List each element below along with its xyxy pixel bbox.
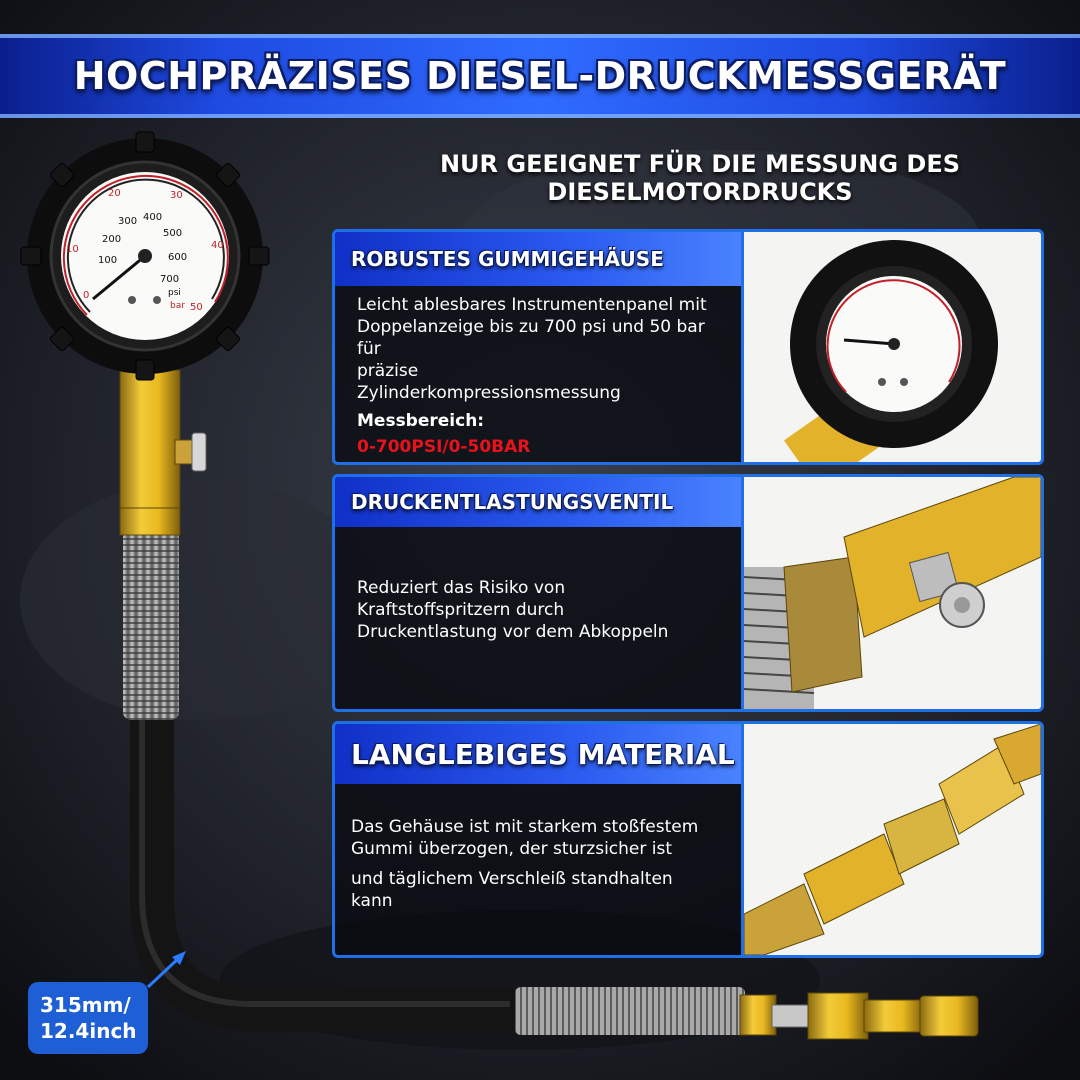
feature-heading-bar [335, 477, 745, 527]
gauge-psi-unit: psi [168, 288, 181, 298]
gauge-psi-tick: 400 [143, 212, 163, 223]
feature-image-valve [741, 477, 1041, 709]
feature-description [357, 294, 737, 458]
feature-heading: ROBUSTES GUMMIGEHÄUSE [351, 247, 664, 271]
hose-length-inch: 12.4inch [40, 1019, 137, 1043]
feature-line: Zylinderkompressionsmessung [357, 383, 621, 403]
feature-line: Kraftstoffspritzern durch [357, 600, 565, 620]
hose-length-mm: 315mm/ [40, 993, 131, 1017]
gauge-bar-tick: 30 [170, 190, 183, 201]
feature-heading-bar [335, 724, 745, 784]
gauge-closeup-illustration [744, 232, 1041, 462]
feature-description [351, 816, 731, 912]
feature-heading-bar [335, 232, 745, 286]
feature-image-coupler [741, 724, 1041, 955]
measurement-arrow [140, 945, 200, 995]
feature-line: Leicht ablesbares Instrumentenpanel mit [357, 295, 707, 315]
gauge-psi-tick: 300 [118, 216, 138, 227]
feature-line: präzise [357, 361, 419, 381]
gauge-bar-tick: 0 [83, 290, 90, 301]
page-title: HOCHPRÄZISES DIESEL-DRUCKMESSGERÄT [73, 54, 1007, 98]
subtitle: NUR GEEIGNET FÜR DIE MESSUNG DES DIESELMOTORDRUCKS [439, 150, 961, 206]
gauge-psi-tick: 200 [102, 234, 122, 245]
gauge-psi-tick: 100 [98, 255, 118, 266]
feature-line: für [357, 339, 381, 359]
hose-spring-top [123, 530, 179, 720]
gauge-psi-tick: 700 [160, 274, 180, 285]
feature-line: Druckentlastung vor dem Abkoppeln [357, 622, 669, 642]
feature-line: Doppelanzeige bis zu 700 psi und 50 bar [357, 317, 705, 337]
range-value: 0-700PSI/0-50BAR [357, 437, 531, 457]
feature-image-gauge [741, 232, 1041, 462]
hose-length-badge [28, 982, 148, 1054]
gauge-bar-tick: 10 [66, 244, 79, 255]
range-label: Messbereich: [357, 411, 485, 431]
feature-panel-rubber-housing [332, 229, 1044, 465]
feature-panel-durable-material [332, 721, 1044, 958]
gauge-bar-tick: 20 [108, 188, 121, 199]
gauge-bar-unit: bar [170, 301, 185, 311]
gauge-bar-tick: 50 [190, 302, 203, 313]
feature-panel-relief-valve [332, 474, 1044, 712]
gauge-psi-tick: 500 [163, 228, 183, 239]
feature-heading: DRUCKENTLASTUNGSVENTIL [351, 490, 674, 514]
hose-spring-bottom [515, 987, 745, 1035]
feature-line: und täglichem Verschleiß standhalten [351, 869, 673, 889]
gauge-bar-tick: 40 [211, 240, 224, 251]
feature-line: kann [351, 891, 393, 911]
feature-line: Reduziert das Risiko von [357, 578, 566, 598]
feature-line: Das Gehäuse ist mit starkem stoßfestem [351, 817, 699, 837]
coupler-closeup-illustration [744, 724, 1041, 955]
feature-line: Gummi überzogen, der sturzsicher ist [351, 839, 673, 859]
valve-closeup-illustration [744, 477, 1041, 709]
gauge-psi-tick: 600 [168, 252, 188, 263]
feature-heading: LANGLEBIGES MATERIAL [351, 737, 735, 771]
feature-description [357, 577, 737, 643]
